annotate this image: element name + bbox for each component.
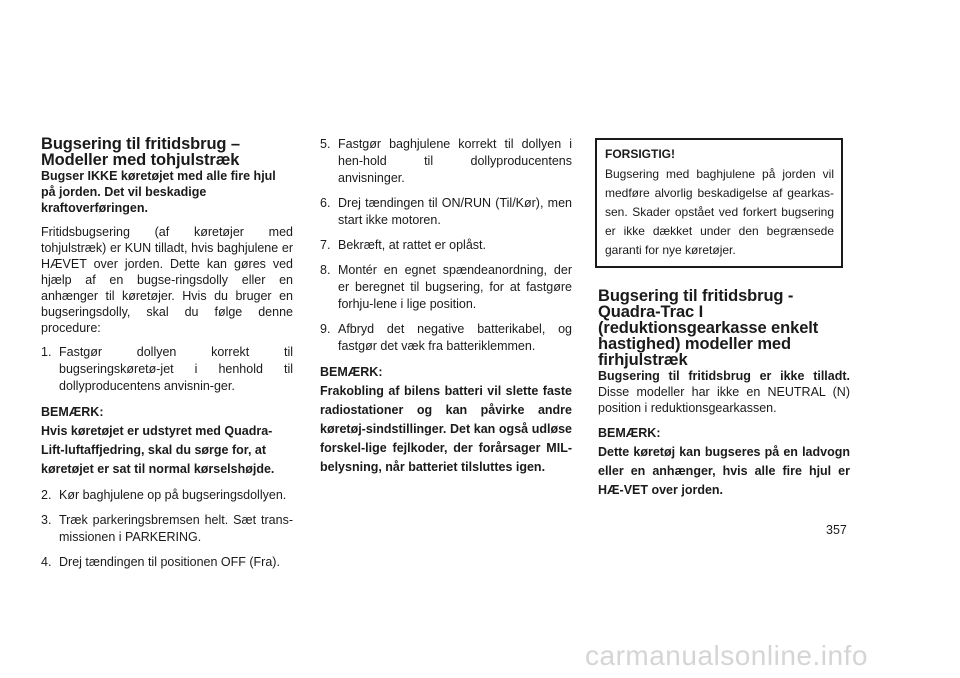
section-heading-four-wheel-drive: Bugsering til fritidsbrug - Quadra-Trac I (reduktionsgearkasse enkelt hastighed) modeller med firhjulstræk <box>598 287 819 369</box>
note-label: BEMÆRK: <box>598 426 661 440</box>
lead-regular-text: Disse modeller har ikke en NEUTRAL (N) position i reduktionsgearkassen. <box>598 385 850 415</box>
step-text: Træk parkeringsbremsen helt. Sæt trans-missionen i PARKERING. <box>59 513 293 544</box>
caution-text: Bugsering med baghjulene på jorden vil medføre alvorlig beskadigelse af gearkas-sen. Skader opstået ved forkert bugsering er ikke dækket under den begrænsede garanti for nye køretøjer. <box>605 167 834 257</box>
step-text: Drej tændingen til positionen OFF (Fra). <box>59 555 280 569</box>
step-number: 8. <box>320 263 331 277</box>
caution-title: FORSIGTIG! <box>605 147 675 161</box>
note-text: Frakobling af bilens batteri vil slette faste radiostationer og kan påvirke andre køretøj-sindstillinger. Det kan også udløse forskel-lige fejlkoder, der forårsager MIL-belysning, når batteriet tilsluttes igen. <box>320 384 572 474</box>
caution-box <box>595 138 843 268</box>
step-text: Montér en egnet spændeanordning, der er beregnet til bugsering, for at fastgøre forhju-lene i lige position. <box>338 263 572 311</box>
step-text: Kør baghjulene op på bugseringsdollyen. <box>59 488 287 502</box>
step-4 <box>41 554 293 571</box>
step-text: Afbryd det negative batterikabel, og fastgør det væk fra batteriklemmen. <box>338 322 572 353</box>
lead-bold-text: Bugsering til fritidsbrug er ikke tilladt. <box>598 369 850 383</box>
step-text: Fastgør baghjulene korrekt til dollyen i hen-hold til dollyproducentens anvisninger. <box>338 137 572 185</box>
step-number: 3. <box>41 513 52 527</box>
page-number: 357 <box>826 523 847 537</box>
watermark: carmanualsonline.info <box>585 640 868 671</box>
step-1 <box>41 344 293 395</box>
step-number: 9. <box>320 322 331 336</box>
step-number: 5. <box>320 137 331 151</box>
step-number: 2. <box>41 488 52 502</box>
step-8 <box>320 262 572 313</box>
lead-paragraph <box>598 368 850 416</box>
step-3 <box>41 512 293 546</box>
step-9 <box>320 321 572 355</box>
column-right <box>598 136 850 508</box>
step-2 <box>41 487 293 504</box>
warning-text: Bugser IKKE køretøjet med alle fire hjul på jorden. Det vil beskadige kraftoverføringen. <box>41 169 276 215</box>
step-number: 4. <box>41 555 52 569</box>
note-text: Dette køretøj kan bugseres på en ladvogn eller en anhænger, hvis alle fire hjul er HÆ-VET over jorden. <box>598 445 850 497</box>
section-heading-two-wheel-drive: Bugsering til fritidsbrug – Modeller med tohjulstræk <box>41 135 240 169</box>
step-5 <box>320 136 572 187</box>
note-text: Hvis køretøjet er udstyret med Quadra-Lift-luftaffjedring, skal du sørge for, at køretøjet er sat til normal kørselshøjde. <box>41 424 275 476</box>
step-text: Bekræft, at rattet er oplåst. <box>338 238 486 252</box>
step-number: 1. <box>41 345 52 359</box>
step-6 <box>320 195 572 229</box>
note-label: BEMÆRK: <box>41 405 104 419</box>
note-label: BEMÆRK: <box>320 365 383 379</box>
column-left <box>41 136 293 579</box>
step-number: 7. <box>320 238 331 252</box>
step-7 <box>320 237 572 254</box>
intro-paragraph: Fritidsbugsering (af køretøjer med tohjulstræk) er KUN tilladt, hvis baghjulene er HÆVET over jorden. Dette kan gøres ved hjælp af en bugse-ringsdolly eller en anhænger til køretøjer. Hvis du bruger en bugseringsdolly, skal du følge denne procedure: <box>41 225 293 335</box>
step-text: Fastgør dollyen korrekt til bugseringskøretø-jet i henhold til dollyproducentens anvisnin-ger. <box>59 345 293 393</box>
step-text: Drej tændingen til ON/RUN (Til/Kør), men start ikke motoren. <box>338 196 572 227</box>
column-middle <box>320 136 572 485</box>
step-number: 6. <box>320 196 331 210</box>
